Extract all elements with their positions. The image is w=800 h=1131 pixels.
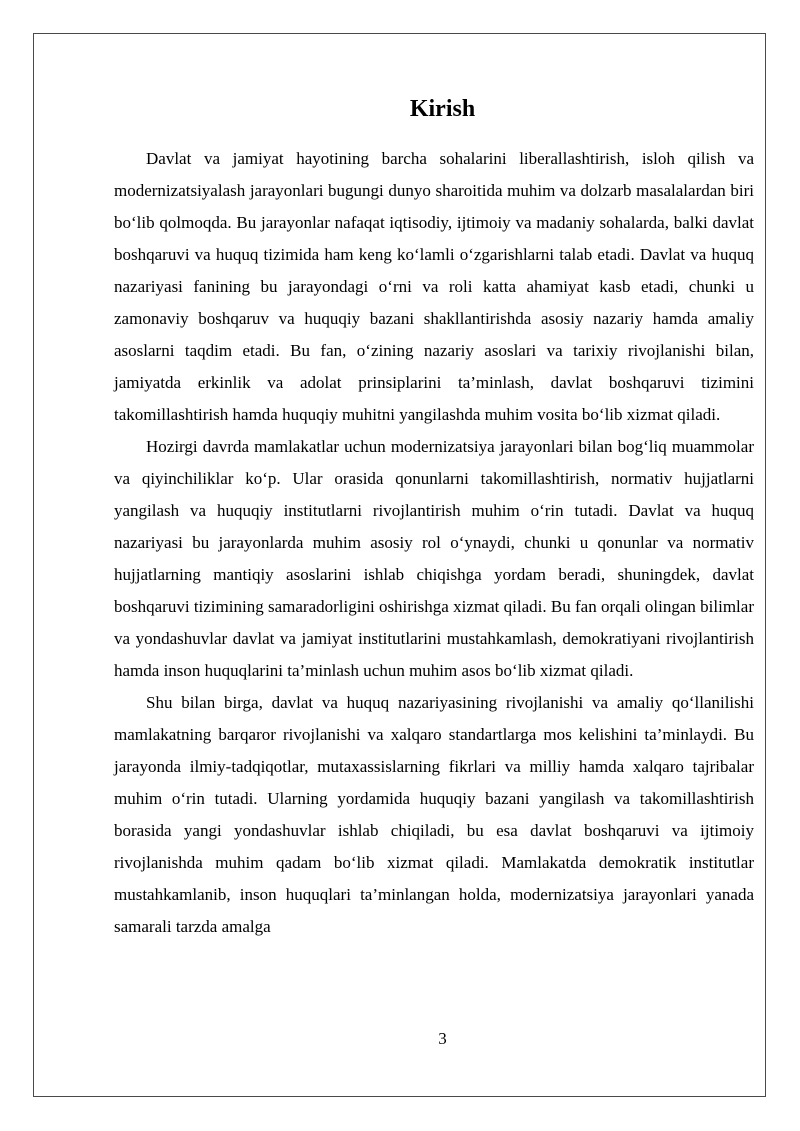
page-title: Kirish (409, 96, 476, 123)
paragraph-1: Davlat va jamiyat hayotining barcha sohalarini liberallashtirish, isloh qilish va modernizatsiyalash jarayonlari bugungi dunyo sharoitida muhim va dolzarb masalalardan biri bo‘lib qolmoqda. Bu jarayonlar nafaqat iqtisodiy, ijtimoiy va madaniy sohalarda, balki davlat boshqaruvi va huquq tizimida ham keng ko‘lamli o‘zgarishlarni talab etadi. Davlat va huquq nazariyasi fanining bu jarayondagi o‘rni va roli katta ahamiyat kasb etadi, chunki u zamonaviy boshqaruv va huquqiy bazani shakllantirishda asosiy nazariy hamda amaliy asoslarni taqdim etadi. Bu fan, o‘zining nazariy asoslari va tarixiy rivojlanishi bilan, jamiyatda erkinlik va adolat prinsiplarini ta’minlash, davlat boshqaruvi tizimini takomillashtirish hamda huquqiy muhitni yangilashda muhim vosita bo‘lib xizmat qiladi. (114, 149, 754, 424)
document-body (114, 143, 754, 943)
paragraph-2: Hozirgi davrda mamlakatlar uchun modernizatsiya jarayonlari bilan bog‘liq muammolar va qiyinchiliklar ko‘p. Ular orasida qonunlarni takomillashtirish, normativ hujjatlarni yangilash va huquqiy institutlarni rivojlantirish muhim o‘rin tutadi. Davlat va huquq nazariyasi bu jarayonlarda muhim asosiy rol o‘ynaydi, chunki u qonunlar va normativ hujjatlarning mantiqiy asoslarini ishlab chiqishga yordam beradi, shuningdek, davlat boshqaruvi tizimining samaradorligini oshirishga xizmat qiladi. Bu fan orqali olingan bilimlar va yondashuvlar davlat va jamiyat institutlarini mustahkamlash, demokratiyani rivojlantirish hamda inson huquqlarini ta’minlash uchun muhim asos bo‘lib xizmat qiladi. (114, 437, 754, 680)
page-number: 3 (438, 1029, 447, 1048)
paragraph-3: Shu bilan birga, davlat va huquq nazariyasining rivojlanishi va amaliy qo‘llanilishi mamlakatning barqaror rivojlanishi va xalqaro standartlarga mos kelishini ta’minlaydi. Bu jarayonda ilmiy-tadqiqotlar, mutaxassislarning fikrlari va milliy hamda xalqaro tajribalar muhim o‘rin tutadi. Ularning yordamida huquqiy bazani yangilash va takomillashtirish borasida yangi yondashuvlar ishlab chiqiladi, bu esa davlat boshqaruvi va ijtimoiy rivojlanishda muhim qadam bo‘lib xizmat qiladi. Mamlakatda demokratik institutlar mustahkamlanib, inson huquqlari ta’minlangan holda, modernizatsiya jarayonlari yanada samarali tarzda amalga (114, 693, 754, 936)
